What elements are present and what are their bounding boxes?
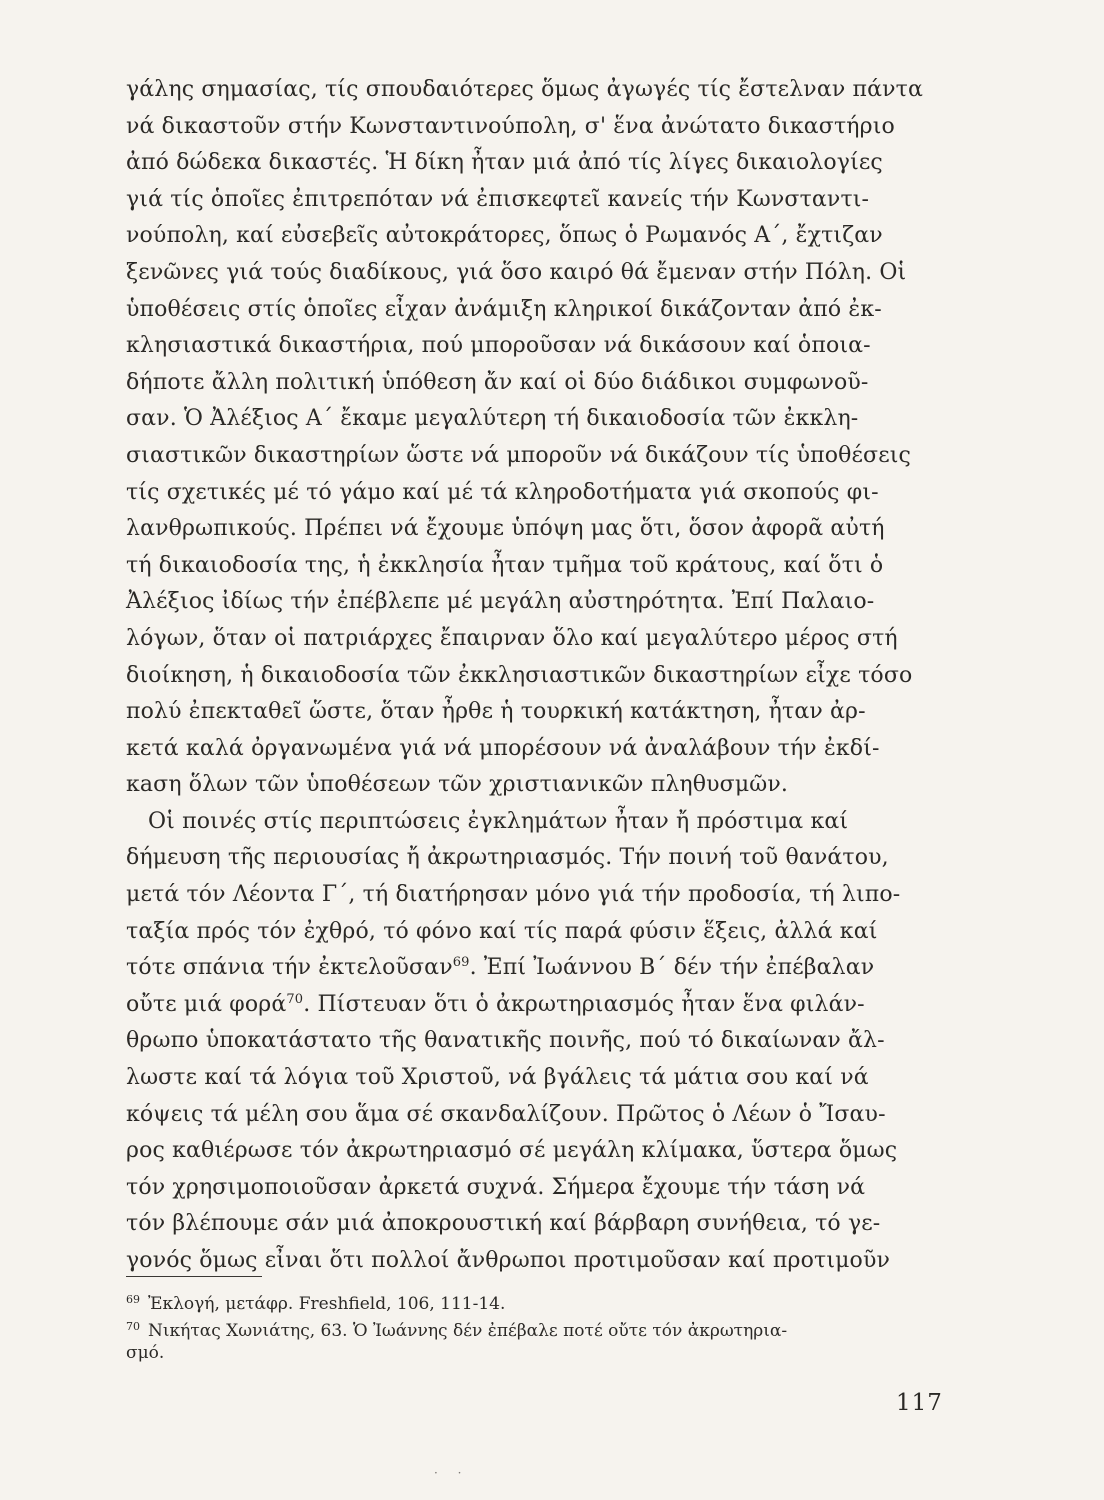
text-line — [126, 987, 946, 1024]
body-text — [126, 72, 946, 1280]
scan-specks: · · — [434, 1466, 470, 1480]
text-line: τίς σχετικές μέ τό γάμο καί μέ τά κληροδοτήματα γιά σκοπούς φι- — [126, 479, 879, 505]
footnote-text: Ἐκλογή, μετάφρ. Freshfield, 106, 111-14. — [148, 1294, 506, 1314]
text-line: κλησιαστικά δικαστήρια, πού μποροῦσαν νά δικάσουν καί ὁποια- — [126, 333, 871, 359]
text-segment: οὔτε μιά φορά — [126, 991, 287, 1017]
text-line: γάλης σημασίας, τίς σπουδαιότερες ὅμως ἀγωγές τίς ἔστελναν πάντα — [126, 77, 923, 102]
text-line: κόψεις τά μέλη σου ἅμα σέ σκανδαλίζουν. Πρῶτος ὁ Λέων ὁ Ἴσαυ- — [126, 1101, 886, 1127]
footnote-text: Νικήτας Χωνιάτης, 63. Ὁ Ἰωάννης δέν ἐπέβαλε ποτέ οὔτε τόν ἀκρωτηρια- — [148, 1321, 788, 1341]
text-line: νούπολη, καί εὐσεβεῖς αὐτοκράτορες, ὅπως ὁ Ρωμανός Α΄, ἔχτιζαν — [126, 223, 883, 249]
text-line: ὑποθέσεις στίς ὁποῖες εἶχαν ἀνάμιξη κληρικοί δικάζονταν ἀπό ἐκ- — [126, 296, 882, 322]
footnote-69 — [126, 1286, 956, 1313]
text-segment: . Ἐπί Ἰωάννου Β΄ δέν τήν ἐπέβαλαν — [469, 955, 875, 981]
page-number: 117 — [896, 1390, 943, 1416]
text-line: γιά τίς ὁποῖες ἐπιτρεπόταν νά ἐπισκεφτεῖ κανείς τήν Κωνσταντι- — [126, 186, 870, 212]
footnote-reference[interactable]: 70 — [286, 991, 304, 1007]
text-line: κаση ὅλων τῶν ὑποθέσεων τῶν χριστιανικῶν πληθυσμῶν. — [126, 772, 789, 798]
text-line: τόν χρησιμοποιοῦσαν ἀρκετά συχνά. Σήμερα ἔχουμε τήν τάση νά — [126, 1174, 866, 1200]
footnote-number: 70 — [126, 1320, 140, 1333]
text-line: πολύ ἐπεκταθεῖ ὥστε, ὅταν ἦρθε ἡ τουρκική κατάκτηση, ἦταν ἀρ- — [126, 699, 866, 725]
text-line: θρωπο ὑποκατάστατο τῆς θανατικῆς ποινῆς, πού τό δικαίωναν ἄλ- — [126, 1028, 885, 1054]
text-line: κετά καλά ὀργανωμένα γιά νά μπορέσουν νά ἀναλάβουν τήν ἐκδί- — [126, 735, 880, 761]
text-line: σαν. Ὁ Ἀλέξιος Α΄ ἔκαμε μεγαλύτερη τή δικαιοδοσία τῶν ἐκκλη- — [126, 406, 859, 432]
text-segment: . Πίστευαν ὅτι ὁ ἀκρωτηριασμός ἦταν ἕνα φιλάν- — [303, 991, 865, 1017]
text-segment: τότε σπάνια τήν ἐκτελοῦσαν — [126, 955, 453, 981]
text-line: λωστε καί τά λόγια τοῦ Χριστοῦ, νά βγάλεις τά μάτια σου καί νά — [126, 1065, 869, 1091]
text-line: ταξία πρός τόν ἐχθρό, τό φόνο καί τίς παρά φύσιν ἕξεις, ἀλλά καί — [126, 918, 878, 944]
footnote-70 — [126, 1313, 956, 1340]
text-line: τή δικαιοδοσία της, ἡ ἐκκλησία ἦταν τμῆμα τοῦ κράτους, καί ὅτι ὁ — [126, 552, 884, 578]
text-line: τόν βλέπουμε σάν μιά ἀποκρουστική καί βάρβαρη συνήθεια, τό γε- — [126, 1211, 881, 1237]
text-line: ξενῶνες γιά τούς διαδίκους, γιά ὅσο καιρό θά ἔμεναν στήν Πόλη. Οἱ — [126, 259, 907, 285]
text-line: δήποτε ἄλλη πολιτική ὑπόθεση ἄν καί οἱ δύο διάδικοι συμφωνοῦ- — [126, 369, 869, 395]
text-line — [126, 950, 946, 987]
text-line: Ἀλέξιος ἰδίως τήν ἐπέβλεπε μέ μεγάλη αὐστηρότητα. Ἐπί Παλαιο- — [126, 589, 875, 615]
footnote-number: 69 — [126, 1293, 140, 1306]
text-line: νά δικαστοῦν στήν Κωνσταντινούπολη, σ' ἕνα ἀνώτατο δικαστήριο — [126, 113, 895, 139]
footnotes — [126, 1286, 956, 1367]
text-line: σιαστικῶν δικαστηρίων ὥστε νά μποροῦν νά δικάζουν τίς ὑποθέσεις — [126, 442, 912, 468]
text-line: μετά τόν Λέοντα Γ΄, τή διατήρησαν μόνο γιά τήν προδοσία, τή λιπο- — [126, 882, 901, 908]
text-line: Οἱ ποινές στίς περιπτώσεις ἐγκλημάτων ἦταν ἤ πρόστιμα καί — [148, 808, 849, 834]
text-line: διοίκηση, ἡ δικαιοδοσία τῶν ἐκκλησιαστικῶν δικαστηρίων εἶχε τόσο — [126, 662, 913, 688]
footnote-reference[interactable]: 69 — [452, 955, 470, 971]
text-line: δήμευση τῆς περιουσίας ἤ ἀκρωτηριασμός. Τήν ποινή τοῦ θανάτου, — [126, 845, 889, 871]
text-line: λανθρωπικούς. Πρέπει νά ἔχουμε ὑπόψη μας ὅτι, ὅσον ἀφορᾶ αὐτή — [126, 516, 885, 542]
text-line: ἀπό δώδεκα δικαστές. Ἡ δίκη ἦταν μιά ἀπό τίς λίγες δικαιολογίες — [126, 150, 883, 176]
text-line: γονός ὅμως εἶναι ὅτι πολλοί ἄνθρωποι προτιμοῦσαν καί προτιμοῦν — [126, 1248, 891, 1273]
footnote-divider — [126, 1276, 262, 1277]
footnote-70-continuation: σμό. — [126, 1343, 165, 1363]
text-line: ρος καθιέρωσε τόν ἀκρωτηριασμό σέ μεγάλη κλίμακα, ὕστερα ὅμως — [126, 1138, 898, 1164]
text-line: λόγων, ὅταν οἱ πατριάρχες ἔπαιρναν ὅλο καί μεγαλύτερο μέρος στή — [126, 625, 898, 651]
